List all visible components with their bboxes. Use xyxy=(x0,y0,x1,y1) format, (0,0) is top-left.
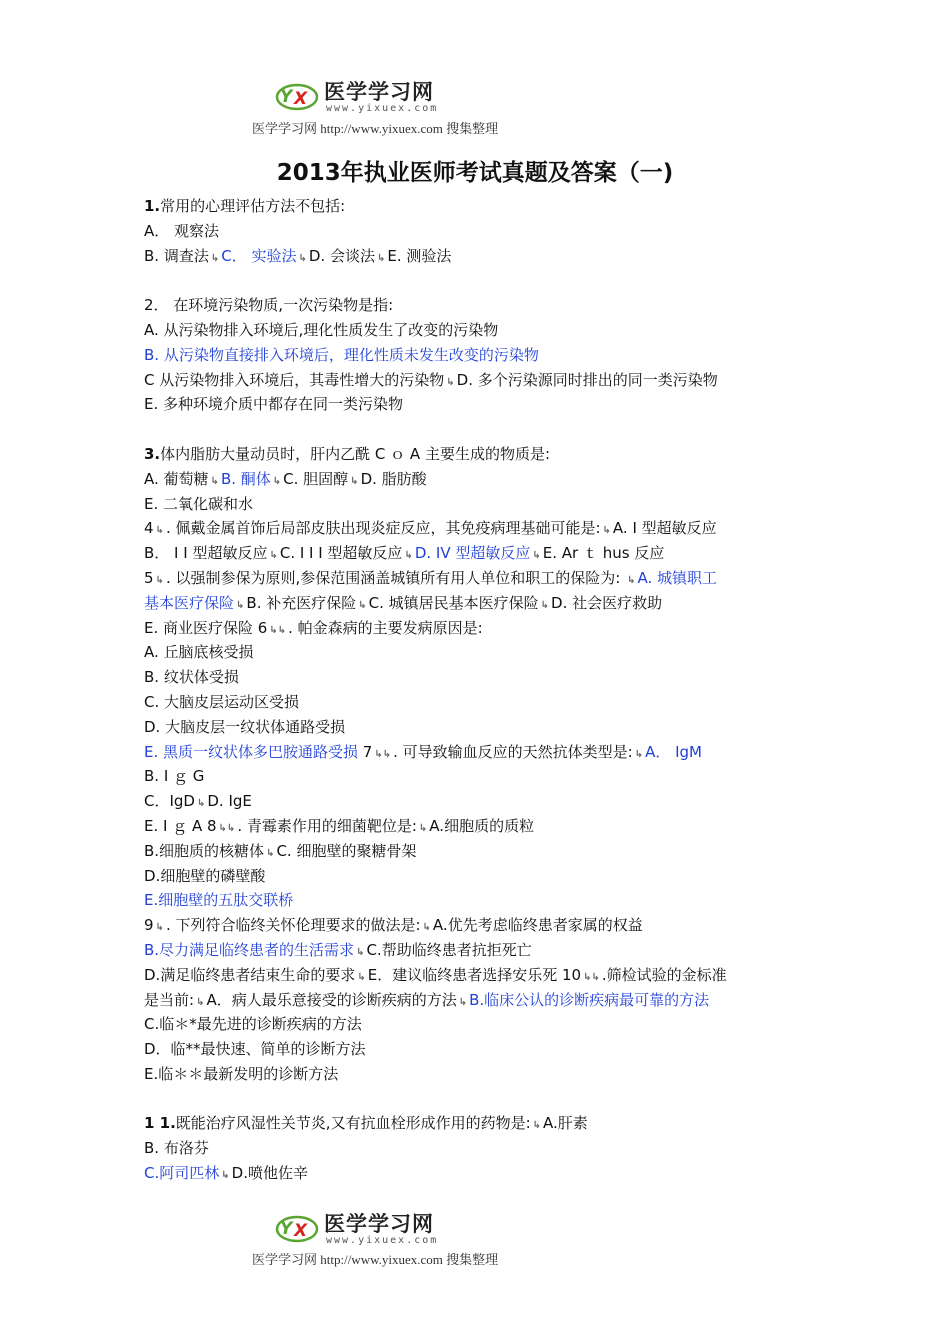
line-break-marker: ↳ xyxy=(210,475,219,487)
line-text: E. 测验法 xyxy=(387,246,452,265)
line-text: C. 城镇居民基本医疗保险 xyxy=(368,593,539,612)
line-text: B.细胞质的核糖体 xyxy=(144,841,265,860)
line-break-marker: ↳ xyxy=(236,599,245,611)
line-break-marker: ↳ xyxy=(357,971,366,983)
text-line xyxy=(144,1111,814,1136)
line-text: A．病人最乐意接受的诊断疾病的方法 xyxy=(206,990,457,1009)
line-text: C. I I I 型超敏反应 xyxy=(279,544,403,563)
logo-url: www.yixuex.com xyxy=(326,1235,439,1246)
line-text: B. 布洛芬 xyxy=(144,1139,209,1158)
answer-text: A. 城镇职工 xyxy=(637,568,718,587)
line-text: D. 大脑皮层一纹状体通路受损 xyxy=(144,717,346,736)
line-break-marker: ↳ xyxy=(446,376,455,388)
logo-url: www.yixuex.com xyxy=(326,103,439,114)
question-list xyxy=(144,194,814,1186)
text-line xyxy=(144,864,814,889)
line-break-marker: ↳ xyxy=(350,475,359,487)
line-text: C. 大脑皮层运动区受损 xyxy=(144,692,300,711)
text-line xyxy=(144,665,814,690)
line-text: A. 葡萄糖 xyxy=(144,469,209,488)
text-line xyxy=(144,194,814,219)
line-text: E．建议临终患者选择安乐死 10 xyxy=(367,965,582,984)
line-text: D. 会谈法 xyxy=(308,246,375,265)
line-text: . 青霉素作用的细菌靶位是: xyxy=(237,816,417,835)
text-line xyxy=(144,913,814,938)
text-line xyxy=(144,690,814,715)
line-text: C.临＊*最先进的诊断疾病的方法 xyxy=(144,1015,362,1034)
text-line xyxy=(144,640,814,665)
line-break-marker: ↳ xyxy=(269,550,278,562)
text-line xyxy=(144,293,814,318)
line-text: E. 多种环境介质中都存在同一类污染物 xyxy=(144,395,404,414)
text-line xyxy=(144,616,814,641)
line-text: B. 纹状体受损 xyxy=(144,668,239,687)
line-text: B. 补充医疗保险 xyxy=(246,593,357,612)
line-text: B. I ｇ G xyxy=(144,767,205,786)
text-line xyxy=(144,219,814,244)
text-line xyxy=(144,492,814,517)
line-text: D. 多个污染源同时排出的同一类污染物 xyxy=(456,370,718,389)
line-text: C 从污染物排入环境后，其毒性增大的污染物 xyxy=(144,370,445,389)
line-text: E. I ｇ A 8 xyxy=(144,816,217,835)
line-break-marker: ↳ xyxy=(422,922,431,934)
text-line xyxy=(144,1037,814,1062)
line-text: A.细胞质的质粒 xyxy=(429,816,535,835)
line-break-marker: ↳ xyxy=(540,599,550,611)
text-line xyxy=(144,938,814,963)
line-break-marker: ↳ xyxy=(298,252,307,264)
line-text: B. 调查法 xyxy=(144,246,209,265)
line-text: C. 胆固醇 xyxy=(283,469,349,488)
text-line xyxy=(144,591,814,616)
line-break-marker: ↳↳ xyxy=(374,748,392,760)
line-break-marker: ↳ xyxy=(602,525,611,537)
line-text: C. 细胞壁的聚糖骨架 xyxy=(276,841,417,860)
text-line xyxy=(144,244,814,269)
line-text: . 帕金森病的主要发病原因是: xyxy=(288,618,483,637)
line-text: 1. xyxy=(144,197,161,215)
text-line xyxy=(144,467,814,492)
line-text: D. 脂肪酸 xyxy=(360,469,427,488)
text-line xyxy=(144,392,814,417)
line-text: D.满足临终患者结束生命的要求 xyxy=(144,965,356,984)
line-text: D.细胞壁的磷壁酸 xyxy=(144,866,266,885)
text-line xyxy=(144,318,814,343)
line-break-marker: ↳ xyxy=(532,1120,542,1132)
page-title: 2013年执业医师考试真题及答案（一) xyxy=(276,160,674,186)
line-text: 常用的心理评估方法不包括: xyxy=(160,197,346,215)
line-text: B． I I 型超敏反应 xyxy=(144,544,268,563)
line-text: .筛检试验的金标准 xyxy=(601,965,727,984)
text-line xyxy=(144,368,814,393)
line-break-marker: ↳ xyxy=(356,946,365,958)
blank-line xyxy=(144,1087,814,1112)
answer-text: A． IgM xyxy=(645,742,702,761)
line-text: A. 从污染物排入环境后,理化性质发生了改变的污染物 xyxy=(144,320,499,339)
line-break-marker: ↳↳ xyxy=(218,822,236,834)
line-text: A. I 型超敏反应 xyxy=(612,519,717,538)
text-line xyxy=(144,541,814,566)
line-text: 9 xyxy=(144,916,154,935)
line-text: D. IgE xyxy=(207,792,252,811)
line-break-marker: ↳ xyxy=(210,252,220,264)
line-text: 体内脂肪大量动员时，肝内乙酰 C ｏ A 主要生成的物质是: xyxy=(160,444,551,463)
line-text: A. 丘脑底核受损 xyxy=(144,643,254,662)
answer-text: D. IV 型超敏反应 xyxy=(414,544,531,563)
answer-text: 基本医疗保险 xyxy=(144,593,235,612)
answer-text: E. 黑质一纹状体多巴胺通路受损 xyxy=(144,742,359,761)
yx-logo-icon xyxy=(274,1210,320,1244)
line-text: 是当前: xyxy=(144,990,195,1009)
text-line xyxy=(144,740,814,765)
text-line xyxy=(144,516,814,541)
header-credit: 医学学习网 http://www.yixuex.com 搜集整理 xyxy=(252,121,499,136)
logo-name: 医学学习网 xyxy=(324,80,434,104)
line-text: C．IgD xyxy=(144,792,195,811)
text-line xyxy=(144,789,814,814)
line-text: D. 社会医疗救助 xyxy=(551,593,663,612)
text-line xyxy=(144,1062,814,1087)
line-text: E.临＊＊最新发明的诊断方法 xyxy=(144,1064,339,1083)
text-line xyxy=(144,764,814,789)
footer-logo xyxy=(274,1206,454,1246)
blank-line xyxy=(144,417,814,442)
answer-text: E.细胞壁的五肽交联桥 xyxy=(144,891,294,910)
text-line xyxy=(144,1161,814,1186)
text-line xyxy=(144,888,814,913)
line-break-marker: ↳↳ xyxy=(583,971,600,983)
line-text: E. Ar ｔ hus 反应 xyxy=(542,544,665,563)
line-text: D.喷他佐辛 xyxy=(231,1164,308,1183)
line-text: 7 xyxy=(358,742,373,761)
text-line xyxy=(144,814,814,839)
svg-text:X: X xyxy=(294,1221,308,1241)
line-break-marker: ↳ xyxy=(627,574,636,586)
line-text: 4 xyxy=(144,519,154,538)
svg-text:X: X xyxy=(294,89,308,109)
line-break-marker: ↳ xyxy=(196,798,206,810)
line-text: A.肝素 xyxy=(543,1114,588,1133)
text-line xyxy=(144,442,814,467)
line-text: . 下列符合临终关怀伦理要求的做法是: xyxy=(165,916,421,935)
text-line xyxy=(144,566,814,591)
line-break-marker: ↳ xyxy=(634,748,644,760)
answer-text: C． 实验法 xyxy=(221,246,297,265)
answer-text: B. 从污染物直接排入环境后，理化性质未发生改变的污染物 xyxy=(144,345,539,364)
line-break-marker: ↳ xyxy=(404,550,413,562)
line-break-marker: ↳ xyxy=(155,574,164,586)
text-line xyxy=(144,963,814,988)
logo-name: 医学学习网 xyxy=(324,1212,434,1236)
blank-line xyxy=(144,268,814,293)
line-text: . 佩戴金属首饰后局部皮肤出现炎症反应，其免疫病理基础可能是: xyxy=(165,519,601,538)
line-break-marker: ↳ xyxy=(458,996,468,1008)
line-text: 既能治疗风湿性关节炎,又有抗血栓形成作用的药物是: xyxy=(175,1114,531,1133)
line-text: 3. xyxy=(144,444,161,463)
text-line xyxy=(144,715,814,740)
answer-text: B.尽力满足临终患者的生活需求 xyxy=(144,940,355,959)
line-break-marker: ↳↳ xyxy=(269,624,287,636)
line-text: D．临**最快速、简单的诊断方法 xyxy=(144,1040,366,1059)
line-break-marker: ↳ xyxy=(266,847,275,859)
line-text: 1 1. xyxy=(144,1114,176,1133)
line-break-marker: ↳ xyxy=(358,599,367,611)
text-line xyxy=(144,988,814,1013)
line-text: . 以强制参保为原则,参保范围涵盖城镇所有用人单位和职工的保险为: xyxy=(165,568,626,587)
text-line xyxy=(144,1012,814,1037)
line-break-marker: ↳ xyxy=(272,475,282,487)
line-text: . 可导致输血反应的天然抗体类型是: xyxy=(393,742,633,761)
site-logo xyxy=(274,74,454,114)
line-break-marker: ↳ xyxy=(155,525,164,537)
line-text: E. 二氧化碳和水 xyxy=(144,494,254,513)
line-break-marker: ↳ xyxy=(196,996,205,1008)
line-break-marker: ↳ xyxy=(221,1170,230,1182)
text-line xyxy=(144,343,814,368)
line-break-marker: ↳ xyxy=(418,822,428,834)
line-text: A.优先考虑临终患者家属的权益 xyxy=(432,916,643,935)
line-text: 2． 在环境污染物质,一次污染物是指: xyxy=(144,296,394,315)
line-text: A． 观察法 xyxy=(144,221,220,240)
yx-logo-icon xyxy=(274,78,320,112)
footer-credit: 医学学习网 http://www.yixuex.com 搜集整理 xyxy=(252,1252,499,1267)
line-text: 5 xyxy=(144,568,154,587)
line-text: E. 商业医疗保险 6 xyxy=(144,618,268,637)
svg-text:Y: Y xyxy=(280,1219,293,1239)
answer-text: B.临床公认的诊断疾病最可靠的方法 xyxy=(469,990,710,1009)
line-text: C.帮助临终患者抗拒死亡 xyxy=(366,940,532,959)
line-break-marker: ↳ xyxy=(376,252,386,264)
answer-text: B. 酮体 xyxy=(220,469,271,488)
svg-text:Y: Y xyxy=(280,87,293,107)
answer-text: C.阿司匹林 xyxy=(144,1164,220,1183)
line-break-marker: ↳ xyxy=(532,550,541,562)
text-line xyxy=(144,1136,814,1161)
line-break-marker: ↳ xyxy=(155,922,164,934)
text-line xyxy=(144,839,814,864)
